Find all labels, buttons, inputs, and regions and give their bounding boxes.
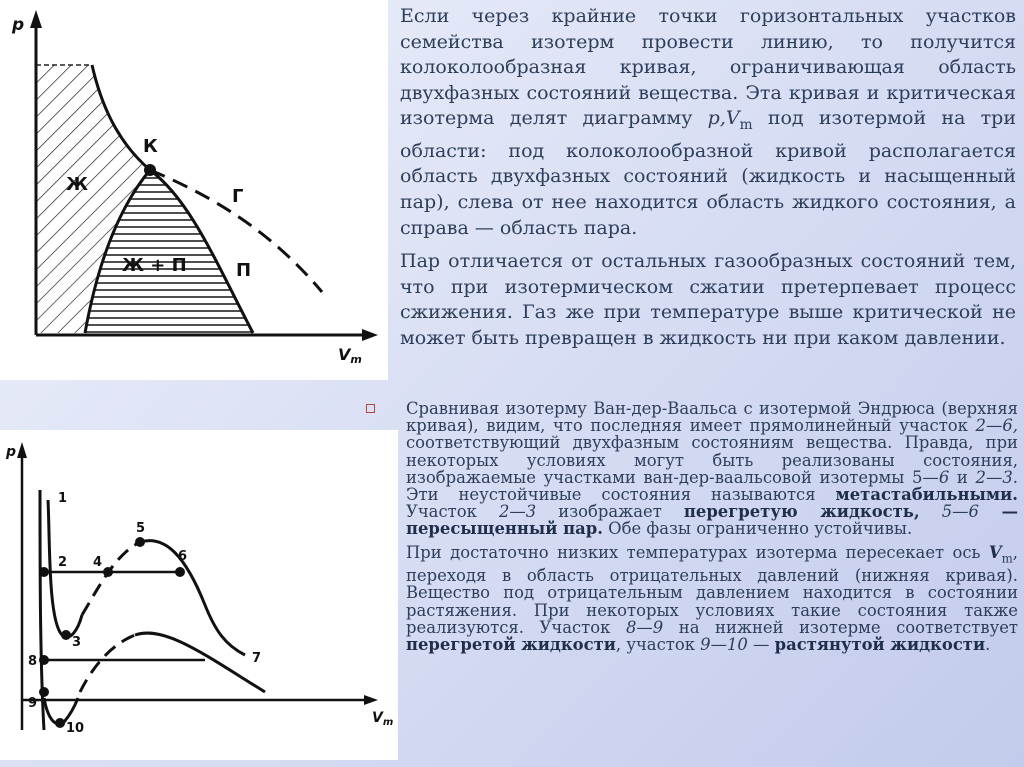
axis-y-label: p: [12, 15, 25, 35]
label-critical: К: [143, 136, 158, 157]
axis-x-label: Vm: [338, 345, 362, 366]
point-8: 8: [28, 654, 38, 669]
paragraph-bell-curve: Если через крайние точки горизонтальных участков семейства изотерм провести линию, то получится колоколообразная кривая, ограничивающая область двухфазных состояний вещества. Эта кривая и критическая изотерма делят диаграмму $p,V_m$ под изотермой на три области: под колоколообразной кривой располагается область двухфазных состояний (жидкость и насыщенный пар), слева от нее находится область жидкого состояния, а справа — область пара.: [400, 5, 1016, 239]
lower-isotherm-dashed: [80, 635, 135, 692]
axis-x-label: $V_m$: [372, 710, 394, 728]
vdw-diagram-svg: [0, 430, 398, 760]
point-9: 9: [28, 696, 38, 711]
pv-diagram-regions: [0, 0, 388, 380]
paragraph-comparison: Сравнивая изотерму Ван-дер-Ваальса с изотермой Эндрюса (верхняя кривая), видим, что последняя имеет прямолинейный участок 2—6, соответствующий двухфазным состояниям вещества. Правда, при некоторых условиях могут быть реализованы состояния, изображаемые участками ван-дер-ваальсовой изотермы 5—6 и 2—3. Эти неустойчивые состояния называются метастабильными. Участок 2—3 изображает перегретую жидкость, 5—6 — пересыщенный пар. Обе фазы ограниченно устойчивы.: [406, 399, 1018, 539]
top-text-block: [400, 4, 1016, 360]
lower-isotherm-right: [135, 633, 265, 692]
label-gas: Г: [232, 186, 244, 207]
point-7: 7: [252, 651, 262, 666]
pv-diagram-svg: [0, 0, 388, 380]
point-3: 3: [72, 635, 82, 650]
paragraph-vapor: Пар отличается от остальных газообразных состояний тем, что при изотермическом сжатии претерпевает процесс сжижения. Газ же при температуре выше критической не может быть превращен в жидкость ни при каком давлении.: [400, 250, 1016, 349]
van-der-waals-diagram: [0, 430, 398, 760]
paragraph-negative-pressure: При достаточно низких температурах изотерма пересекает ось $V_m$, переходя в область отрицательных давлений (нижняя кривая). Вещество под отрицательным давлением находится в состоянии растяжения. При некоторых условиях такие состояния также реализуются. Участок 8—9 на нижней изотерме соответствует перегретой жидкости, участок 9—10 — растянутой жидкости.: [406, 542, 1018, 654]
point-4: 4: [93, 555, 103, 570]
point-1: 1: [58, 491, 68, 506]
upper-isotherm-dashed: [82, 542, 140, 615]
critical-point: [144, 164, 156, 176]
point-2: 2: [58, 555, 68, 570]
point-6: 6: [178, 549, 188, 564]
point-10: 10: [66, 721, 85, 736]
upper-isotherm-right: [140, 541, 245, 655]
label-liquid: Ж: [66, 174, 89, 195]
point-5: 5: [136, 521, 146, 536]
label-vapor: П: [236, 260, 252, 281]
bullet-marker: [366, 404, 375, 413]
axis-y-label: p: [6, 444, 17, 460]
label-two-phase: Ж + П: [122, 255, 187, 276]
bottom-text-block: [406, 400, 1018, 659]
